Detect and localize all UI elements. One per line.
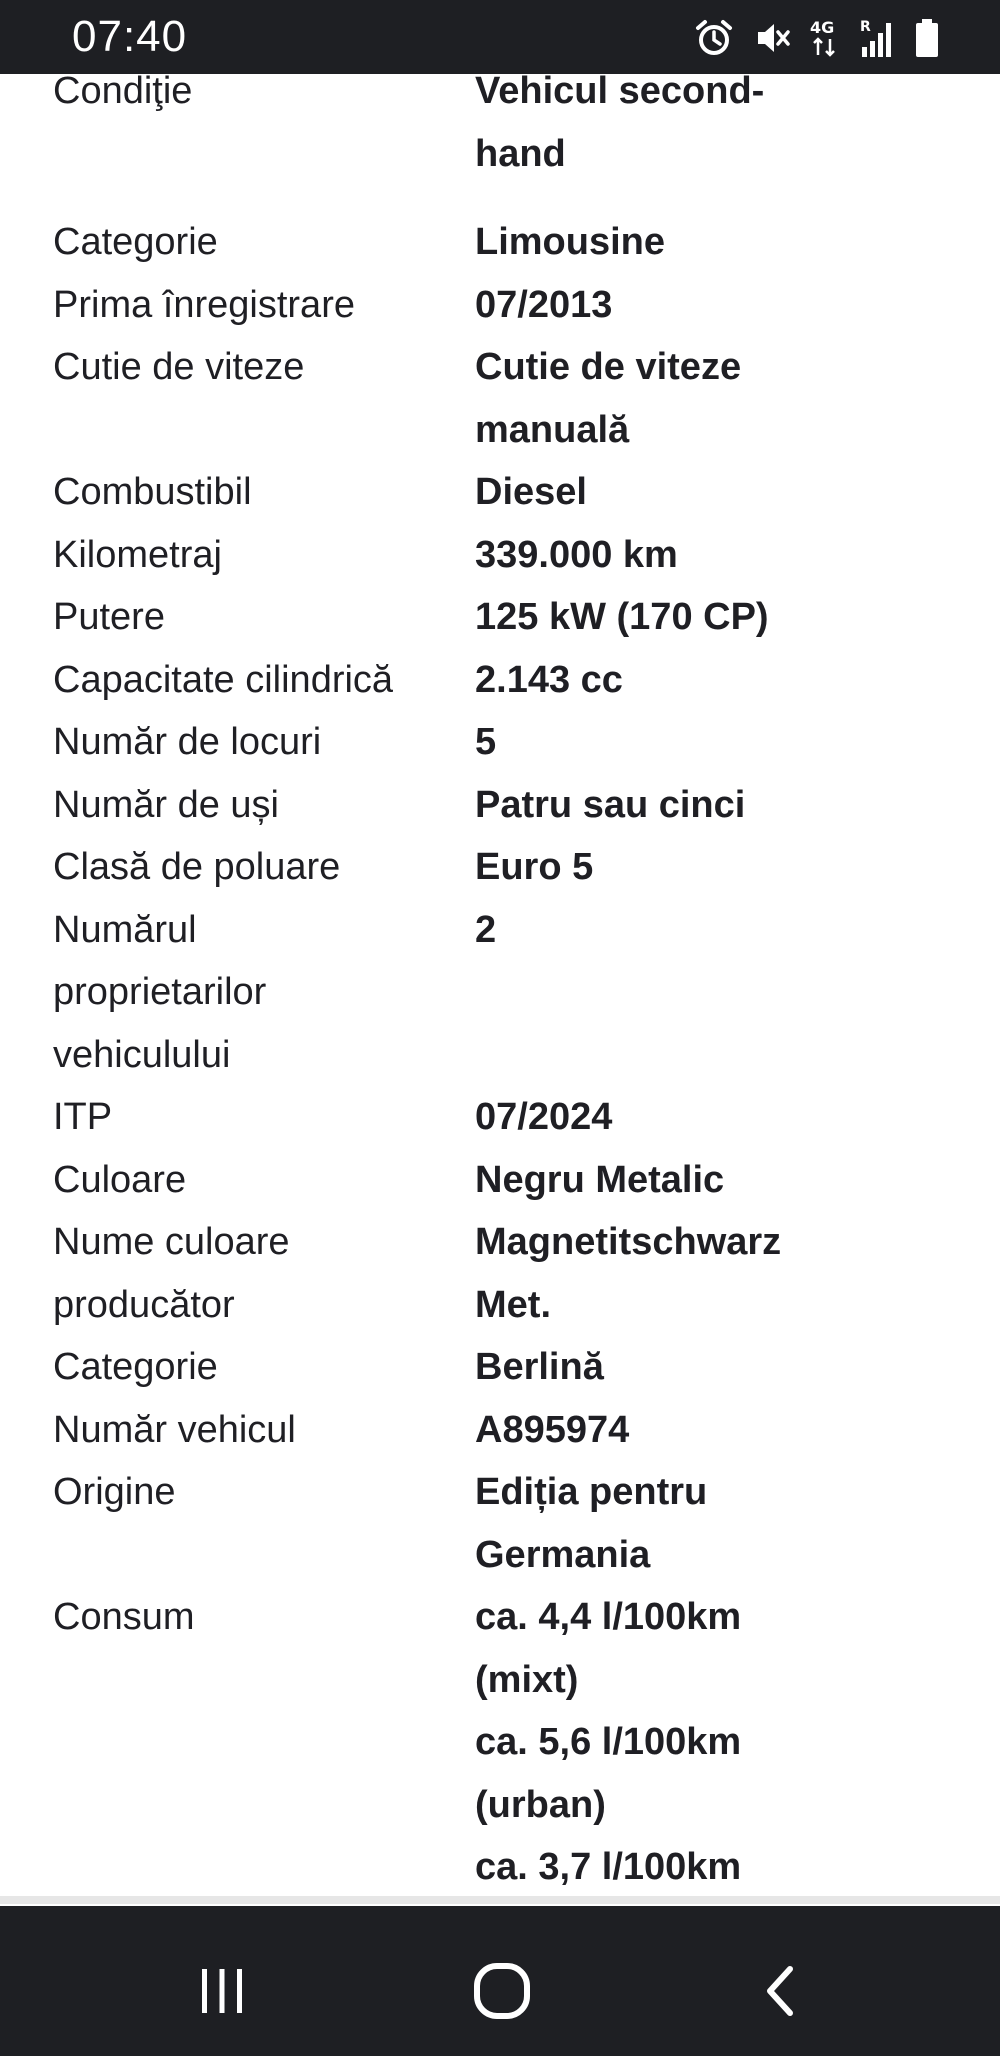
home-button[interactable] — [447, 1946, 557, 2036]
spec-row-emission-class — [0, 836, 1000, 899]
spec-label: Număr vehicul — [53, 1408, 296, 1451]
spec-row-manufacturer-color — [0, 1211, 1000, 1336]
roaming-text: R — [860, 19, 871, 35]
spec-row-category — [0, 211, 1000, 274]
spec-value: 339.000 km — [475, 533, 678, 576]
spec-value: Vehicul second- hand — [475, 74, 765, 175]
status-icons — [694, 14, 940, 62]
spec-value: Limousine — [475, 221, 666, 263]
spec-value: Diesel — [475, 471, 587, 513]
navigation-bar — [0, 1906, 1000, 2056]
spec-label: Număr de uși — [53, 783, 279, 826]
spec-value: 2 — [475, 908, 497, 951]
spec-value: A895974 — [475, 1408, 630, 1451]
network-4g-text: 4G — [810, 18, 835, 37]
spec-value: Magnetitschwarz Met. — [475, 1221, 782, 1326]
spec-value: 5 — [475, 721, 497, 763]
spec-value: 07/2013 — [475, 283, 613, 326]
spec-value: ca. 4,4 l/100km (mixt) ca. 5,6 l/100km (urban) ca. 3,7 l/100km — [475, 1596, 742, 1888]
vehicle-specs-panel[interactable] — [0, 74, 1000, 1906]
spec-label: Kilometraj — [53, 533, 222, 576]
spec-label: Clasă de poluare — [53, 846, 341, 888]
spec-label: Prima înregistrare — [53, 283, 355, 326]
spec-row-power — [0, 586, 1000, 649]
spec-value: Berlină — [475, 1346, 604, 1388]
spec-label: Consum — [53, 1596, 195, 1638]
spec-value: Ediția pentru Germania — [475, 1471, 708, 1576]
content-divider — [0, 1896, 1000, 1904]
spec-label: Nume culoare producător — [53, 1221, 290, 1326]
alarm-icon — [694, 18, 734, 58]
back-icon — [752, 1961, 812, 2021]
spec-row-owners — [0, 899, 1000, 1087]
spec-label: ITP — [53, 1096, 113, 1138]
status-bar — [0, 0, 1000, 74]
spec-row-origin — [0, 1461, 1000, 1586]
spec-value: 2.143 cc — [475, 658, 623, 701]
recents-icon — [192, 1961, 252, 2021]
spec-row-condition — [0, 74, 1000, 185]
spec-label: Condiţie — [53, 74, 193, 112]
spec-row-mileage — [0, 524, 1000, 587]
signal-icon — [858, 17, 896, 59]
home-icon — [469, 1958, 535, 2024]
status-time: 07:40 — [72, 12, 188, 61]
spec-label: Culoare — [53, 1158, 187, 1201]
battery-icon — [914, 17, 940, 59]
spec-row-vehicle-number — [0, 1399, 1000, 1462]
spec-value: 125 kW (170 CP) — [475, 596, 769, 638]
spec-label: Categorie — [53, 1346, 218, 1388]
spec-value: Euro 5 — [475, 846, 594, 888]
spec-row-color — [0, 1149, 1000, 1212]
recents-button[interactable] — [167, 1946, 277, 2036]
spec-label: Numărul proprietarilor vehiculului — [53, 908, 267, 1076]
spec-row-fuel — [0, 461, 1000, 524]
back-button[interactable] — [727, 1946, 837, 2036]
spec-row-gearbox — [0, 336, 1000, 461]
spec-row-inspection — [0, 1086, 1000, 1149]
spec-label: Putere — [53, 596, 165, 638]
spec-row-engine-capacity — [0, 649, 1000, 712]
spec-label: Cutie de viteze — [53, 346, 305, 388]
spec-label: Combustibil — [53, 471, 252, 513]
spec-row-seats — [0, 711, 1000, 774]
network-4g-icon — [810, 17, 840, 59]
mute-icon — [752, 18, 792, 58]
spec-label: Capacitate cilindrică — [53, 658, 394, 701]
spec-label: Număr de locuri — [53, 721, 322, 763]
spec-row-consumption — [0, 1586, 1000, 1899]
spec-row-first-registration — [0, 274, 1000, 337]
specs-list — [0, 74, 1000, 1899]
spec-value: Cutie de viteze manuală — [475, 346, 742, 451]
spec-label: Categorie — [53, 221, 218, 263]
spec-row-body-category — [0, 1336, 1000, 1399]
spec-row-doors — [0, 774, 1000, 837]
spec-label: Origine — [53, 1471, 176, 1513]
spec-value: Negru Metalic — [475, 1158, 725, 1201]
spec-value: Patru sau cinci — [475, 783, 746, 826]
spec-value: 07/2024 — [475, 1096, 613, 1138]
